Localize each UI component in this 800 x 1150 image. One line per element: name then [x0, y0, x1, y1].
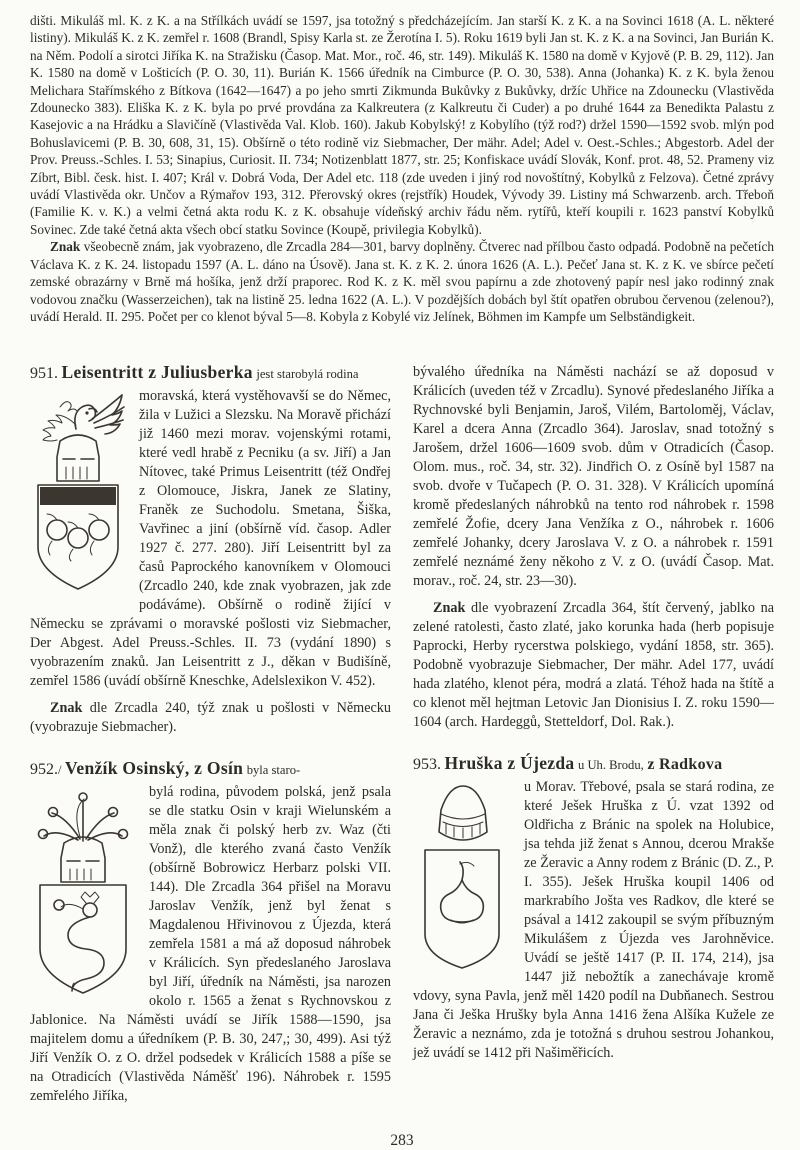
- entry-951-znak-label: Znak: [50, 700, 83, 717]
- left-column: [30, 363, 391, 1106]
- leisentritt-arms-icon: [30, 389, 126, 595]
- znak-label: Znak: [50, 239, 81, 255]
- entry-952-title: Venžík Osinský, z Osín: [65, 758, 244, 779]
- entry-953-body: [413, 778, 774, 1063]
- right-column: [413, 363, 774, 1106]
- venzik-arms-icon: [30, 785, 136, 997]
- entry-951-title: Leisentritt z Juliusberka: [61, 362, 253, 383]
- entry-951-heading: [30, 363, 391, 384]
- entry-952-heading: [30, 759, 391, 780]
- entry-951-body-text: moravská, která vystěhovavší se do Němec, žila v Lužici a Slezsku. Na Moravě přichází již 1460 mezi morav. vojenskými rotami, které vedl hrabě z Pecniku (a sv. Jiří) a Jan Nítovec, také Primus Leisentritt (též Ondřej z Olomouce, Jiskra, Janek ze Slatiny, Franěk ze Suchodolu. Smetana, Šiška, Vavřinec a jiní (obšírně víd. časop. Adler 1927 č. 277. 280). Jiří Leisentritt byl za časů Paprockého kanovníkem v Olomouci (Zrcadlo 240, kde znak vyobrazen, jak zde podáváme). Obšírně o rodině žijící v Německu se zprávami o moravské pošlosti viz Siebmacher, Der Abgest. Adel Preuss.-Schles. II. 73 (vydání 1890) s vyobrazením znaků. Jan Leisentritt z J., děkan v Budišíně, zemřel 1586 (uvádí obšírně Kneschke, Adelslexikon V. 452).: [30, 388, 391, 690]
- entry-952-znak-label: Znak: [433, 600, 466, 617]
- entry-953-body-text: u Morav. Třebové, psala se stará rodina, ze které Ješek Hruška z Ú. vzat 1392 od Oldřicha z Bránic na spolek na Holubice, jsa tehda již ženat s Annou, dcerou Mrakše ze Žeravic a Anny rodem z Bránic (D. Z., P. I. 355). Ješek Hruška koupil 1406 od markrabího Jošta ves Radkov, dle které se psával a 1412 zakoupil se svým příbuzným Mikulášem z Újezda ves Jarohněvice. Uvádí se ještě 1417 (P. II. 174, 214), jsa 1447 již nebožtík a zanechávaje kromě vdovy, syna Pavla, jenž měl 1420 podíl na Dubňanech. Sestrou Jana či Ješka Hrušky byla Anna 1416 žena Alšíka Kužele ze Žeravic a neznámo, zda je totožná s druhou sestrou Johankou, jež uvádí se 1412 při Našiměřicích.: [413, 779, 774, 1062]
- coat-of-arms-952-illustration: [30, 785, 136, 997]
- entry-953-number: 953.: [413, 756, 441, 774]
- continuation-text: dišti. Mikuláš ml. K. z K. a na Střílkách uvádí se 1597, jsa totožný s předcházejícím. Jan starší K. z K. a na Sovinci 1618 (A. L. některé listiny). Mikuláš K. z K. zemřel r. 1608 (Brandl, Spisy Karla st. ze Žerotína I. 5). Roku 1619 byli Jan st. K. z K. a na Sovinci, Jan Burián K. na Něm. Podolí a sirotci Jiříka K. na Stražisku (Časop. Mat. Mor., roč. 46, str. 149). Mikuláš K. 1580 na domě v Kyjově (P. B. 29, 112). Jan K. 1580 na domě v Lošticích (P. O. 30, 11). Burián K. 1566 úředník na Cimburce (P. O. 30, 538). Anna (Johanka) K. z K. byla ženou Melichara Stařímského z Bítkova (1642—1647) a po jeho smrti Zikmunda Bukůvky z Bukůvky, držíc Uhřice na Zdounecku (Vlastivěda Zdounecko 383). Eliška K. z K. byla po prvé provdána za Kalkreutera (z Kalkreutu či Cuder) a po druhé 1644 za Benedikta Palastu z Kasejovic a na Hrádku a Slavičíně (Vlastivěda Val. Klob. 160). Jakub Kobylský! z Kobylího (týž rod?) držel 1590—1592 svob. mlýn pod Bohuslavicemi (P. B. 30, 608, 31, 15). Obšírně o této rodině viz Siebmacher, Der mähr. Adel; Adel v. Oest.-Schles.; Abgestorb. Adel der Prov. Preuss.-Schles. I. 53; Sinapius, Curiosit. II. 734; Notizenblatt 1877, str. 25; Konfiskace uvádí Slovák, Konf. prot. 48, 52. Prameny viz Zíbrt, Bibl. česk. hist. I. 407; Král v. Dobrá Voda, Der Adel etc. 118 (zde uveden i jiný rod novoštítný, Kobylků z Felzova). Četné zprávy uvádí Vlastivěda okr. Unčov a Rýmařov 193, 312. Přerovský okres (rejstřík) Houdek, Vývody 39. Listiny má Schwarzenb. arch. Třeboň (Familie K. v. K.) a velmi četná akta rodu K. z K. obsahuje vídeňský archiv řádu něm. rytířů, kteří koupili r. 1623 panství Kobylků Sovinec. Zde také četná akta všech obcí statku Sovince (Koupě, privilegia Kobylků).: [30, 13, 774, 237]
- znak-paragraph-top: [30, 238, 774, 325]
- spacer: [413, 732, 774, 754]
- continuation-paragraph: [30, 12, 774, 238]
- entry-952-znak-text: dle vyobrazení Zrcadla 364, štít červený, jablko na zelené ratolesti, často zlaté, jako korunka hada (herb popisuje Paprocki, Herby rycerstwa polskiego, vydání 1858, str. 365). Podobně vyobrazuje Siebmacher, Der mähr. Adel 177, uvádí hada zlatého, klenot péra, modrá a zlatá. Téhož hada na štítě a co klenot měl hejtman Letovic Jan Dionisius I. Z. roku 1590—1604 (arch. Hardeggů, Stetteldorf, Dol. Rak.).: [413, 600, 774, 731]
- entry-952-body-right: [413, 363, 774, 591]
- two-column-area: [30, 363, 774, 1106]
- entry-953-title: Hruška z Újezda: [444, 753, 575, 774]
- entry-953-title-mid: u Uh. Brodu,: [578, 758, 644, 773]
- entry-953-heading: [413, 754, 774, 775]
- hruska-arms-icon: [413, 780, 511, 984]
- spacer: [30, 737, 391, 759]
- entry-951-znak-text: dle Zrcadla 240, týž znak u pošlosti v Německu (vyobrazuje Siebmacher).: [30, 700, 391, 736]
- entry-952-body-right-text: bývalého úředníka na Náměsti nachází se až doposud v Králicích (uveden též v Zrcadlu). Synové předeslaného Jiříka a Rychnovské byli Benjamin, Jaroš, Vilém, Bartoloměj, Václav, Karel a dcera Anna (Zrcadlo 364). Jaroslav, snad totožný s Jarošem, držel 1606—1609 svob. dům v Otradicích (Časop. Olom. mus., roč. 34, str. 32). Jindřich O. z Osíně byl 1587 na svob. dvoře v Tučapech (P. O. 31. 328). V Králicích upomíná kromě předeslaných náhrobků na tento rod náhrobek r. 1598 zemřelé Žofie, dcery Jana Venžíka z O., náhrobek r. 1606 zemřelé Johanky, dcery Jaroslava V. z O. a náhrobek r. 1591 zemřelé neznámé ženy někoho z V. z O. (uvádí Časop. Mat. morav., roč. 24, str. 23—30).: [413, 364, 774, 590]
- entry-952-number: 952.: [30, 761, 58, 779]
- entry-952-body-left: [30, 783, 391, 1106]
- entry-951-body: [30, 387, 391, 691]
- entry-953-title2: z Radkova: [647, 756, 723, 774]
- handwritten-slash-mark: /: [58, 763, 62, 778]
- top-text-block: [30, 12, 774, 325]
- entry-952-title-suffix: byla staro-: [246, 763, 301, 778]
- entry-951-znak: [30, 699, 391, 737]
- coat-of-arms-953-illustration: [413, 780, 511, 984]
- entry-953: [413, 754, 774, 1063]
- entry-951-number: 951.: [30, 365, 58, 383]
- entry-952: [30, 759, 391, 1106]
- entry-952-znak: [413, 599, 774, 732]
- coat-of-arms-951-illustration: [30, 389, 126, 595]
- page-number: 283: [390, 1132, 414, 1150]
- entry-951-title-suffix: jest starobylá rodina: [256, 367, 359, 382]
- znak-text: všeobecně znám, jak vyobrazeno, dle Zrcadla 284—301, barvy doplněny. Čtverec nad přílbou často odpadá. Podobně na pečetích Václava K. z K. 24. listopadu 1597 (A. L. dáno na Úsově). Jana st. K. z K. 2. února 1626 (A. L.). Pečeť Jana st. K. z K. ve sbírce pečetí zemské obrazárny v Brně má hošíka, jenž drží praporec. Rod K. z K. měl svou papírnu a zde zhotovený papír nesl jako rodinný znak vodovou značku (Wasserzeichen), tak na listině 25. ledna 1622 (A. L.). V pozdějších dobách byl štít opatřen obrubou červenou (zelenou?), uvádí Herald. II. 295. Počet per co klenot býval 5—8. Kobyla z Kobylé viz Jelínek, Böhmen im Kampfe um Selbständigkeit.: [30, 239, 774, 324]
- entry-952-body-left-text: bylá rodina, původem polská, jenž psala se dle statku Osin v kraji Wielunském a měla znak či polský herb zv. Waz (čti Vonž), dle kterého zvaná často Venžík (obšírně Bobrowicz Herbarz polski VII. 144). Dle Zrcadla 364 přišel na Moravu Jaroslav Venžík, jenž byl ženat s Magdalenou Hřivinovou z Újezda, která zemřela 1581 a má až doposud náhrobek v Králicích. Syn předeslaného Jaroslava byl Jiří, úředník na Náměsti, jsa narozen okolo r. 1565 a ženat s Rychnovskou z Jablonice. Na Náměsti uvádí se Jiřík 1588—1590, jsa majitelem domu a úředníkem (P. B. 30, 247,; 30, 499). Asi týž Jiří Venžík O. z O. držel podsedek v Králicích 1588 a píše se na Otradicích (Vlastivěda Náměšť 196). Náhrobek r. 1595 zemřelého Jiříka,: [30, 784, 391, 1105]
- entry-951: [30, 363, 391, 737]
